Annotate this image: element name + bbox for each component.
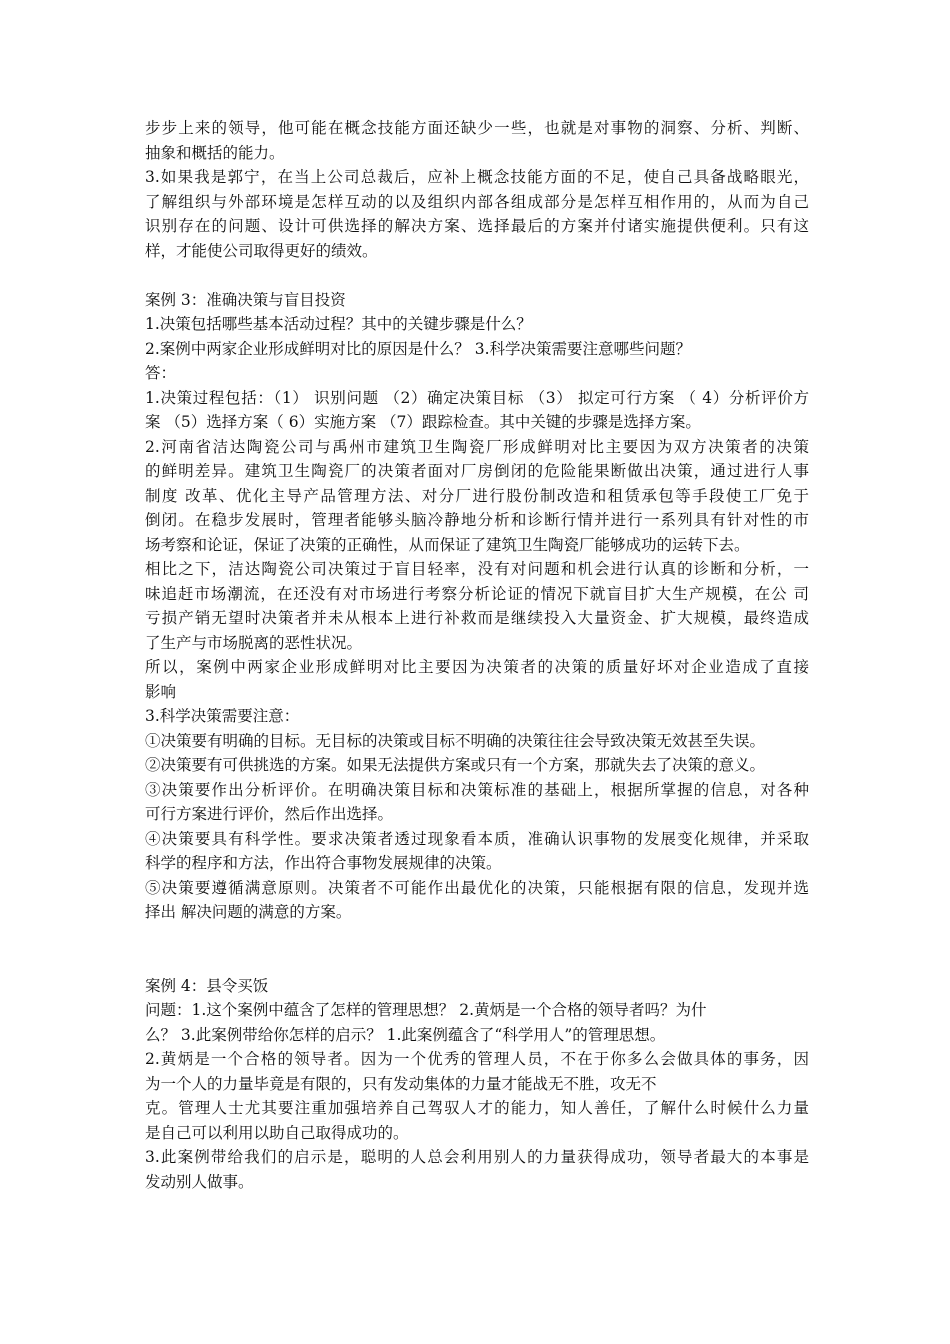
text-line: 2.河南省洁达陶瓷公司与禹州市建筑卫生陶瓷厂形成鲜明对比主要因为双方决策者的决策: [145, 437, 809, 456]
text-line: 1.决策过程包括：（1） 识别问题 （2）确定决策目标 （3） 拟定可行方案 （ 4）分析评价方: [145, 388, 809, 407]
text-line: 倒闭。在稳步发展时，管理者能够头脑冷静地分析和诊断行情并进行一系列具有针对性的市: [145, 511, 809, 529]
section-spacer: [145, 925, 809, 974]
text-line: 案 （5）选择方案（ 6）实施方案 （7）跟踪检查。其中关键的步骤是选择方案。: [145, 413, 701, 431]
previous-case-answer: [145, 116, 809, 263]
text-line: 是自己可以利用以助自己取得成功的。: [145, 1123, 409, 1142]
text-line: 克。管理人士尤其要注重加强培养自己驾驭人才的能力，知人善任，了解什么时候什么力量: [145, 1099, 809, 1117]
text-line: 择出 解决问题的满意的方案。: [145, 903, 352, 921]
text-line: 为一个人的力量毕竟是有限的，只有发动集体的力量才能战无不胜，攻无不: [145, 1074, 657, 1093]
text-line: 影响: [145, 682, 177, 701]
text-line: 所以，案例中两家企业形成鲜明对比主要因为决策者的决策的质量好坏对企业造成了直接: [145, 658, 809, 676]
text-line: ③决策要作出分析评价。在明确决策目标和决策标准的基础上，根据所掌握的信息，对各种: [145, 780, 809, 799]
question-line: 么？ 3.此案例带给你怎样的启示？ 1.此案例蕴含了“科学用人”的管理思想。: [145, 1025, 666, 1044]
text-line: ⑤决策要遵循满意原则。决策者不可能作出最优化的决策，只能根据有限的信息，发现并选: [145, 878, 809, 897]
question-line: 问题：1.这个案例中蕴含了怎样的管理思想？ 2.黄炳是一个合格的领导者吗？为什: [145, 1001, 707, 1019]
case-4-title: 案例 4：县令买饭: [145, 976, 269, 995]
case-4-section: [145, 974, 809, 1195]
document-page: [145, 116, 809, 1194]
text-line: 步步上来的领导，他可能在概念技能方面还缺少一些，也就是对事物的洞察、分析、判断、: [145, 119, 809, 137]
case-3-title: 案例 3：准确决策与盲目投资: [145, 290, 346, 309]
text-line: 味追赶市场潮流，在还没有对市场进行考察分析论证的情况下就盲目扩大生产规模，在公 司: [145, 584, 809, 603]
text-line: 抽象和概括的能力。: [145, 143, 285, 162]
text-line: 样，才能使公司取得更好的绩效。: [145, 241, 378, 260]
paragraph-spacer: [145, 263, 809, 288]
answer-label: 答：: [145, 364, 177, 382]
text-line: 3.科学决策需要注意：: [145, 707, 300, 725]
text-line: 的鲜明差异。建筑卫生陶瓷厂的决策者面对厂房倒闭的危险能果断做出决策，通过进行人事: [145, 462, 809, 480]
question-line: 2.案例中两家企业形成鲜明对比的原因是什么？ 3.科学决策需要注意哪些问题？: [145, 339, 692, 358]
text-line: 3.如果我是郭宁，在当上公司总裁后，应补上概念技能方面的不足，使自己具备战略眼光，: [145, 168, 809, 186]
text-line: 2.黄炳是一个合格的领导者。因为一个优秀的管理人员，不在于你多么会做具体的事务，因: [145, 1050, 809, 1068]
text-line: 可行方案进行评价，然后作出选择。: [145, 805, 394, 823]
text-line: 了生产与市场脱离的恶性状况。: [145, 633, 363, 652]
text-line: 了解组织与外部环境是怎样互动的以及组织内部各组成部分是怎样互相作用的，从而为自己: [145, 192, 809, 211]
text-line: 相比之下，洁达陶瓷公司决策过于盲目轻率，没有对问题和机会进行认真的诊断和分析，一: [145, 560, 809, 578]
text-line: 3.此案例带给我们的启示是，聪明的人总会利用别人的力量获得成功，领导者最大的本事是: [145, 1148, 809, 1166]
question-line: 1.决策包括哪些基本活动过程？其中的关键步骤是什么？: [145, 315, 532, 333]
case-3-section: [145, 288, 809, 925]
text-line: ④决策要具有科学性。要求决策者透过现象看本质，准确认识事物的发展变化规律，并采取: [145, 829, 809, 848]
text-line: ①决策要有明确的目标。无目标的决策或目标不明确的决策往往会导致决策无效甚至失误。: [145, 731, 766, 750]
text-line: 科学的程序和方法，作出符合事物发展规律的决策。: [145, 854, 502, 872]
text-line: 发动别人做事。: [145, 1172, 254, 1191]
text-line: ②决策要有可供挑选的方案。如果无法提供方案或只有一个方案，那就失去了决策的意义。: [145, 756, 766, 774]
text-line: 亏损产销无望时决策者并未从根本上进行补救而是继续投入大量资金、扩大规模，最终造成: [145, 609, 809, 627]
text-line: 场考察和论证，保证了决策的正确性，从而保证了建筑卫生陶瓷厂能够成功的运转下去。: [145, 535, 750, 554]
text-line: 识别存在的问题、设计可供选择的解决方案、选择最后的方案并付诸实施提供便利。只有这: [145, 217, 809, 235]
text-line: 制度 改革、优化主导产品管理方法、对分厂进行股份制改造和租赁承包等手段使工厂免于: [145, 486, 809, 505]
